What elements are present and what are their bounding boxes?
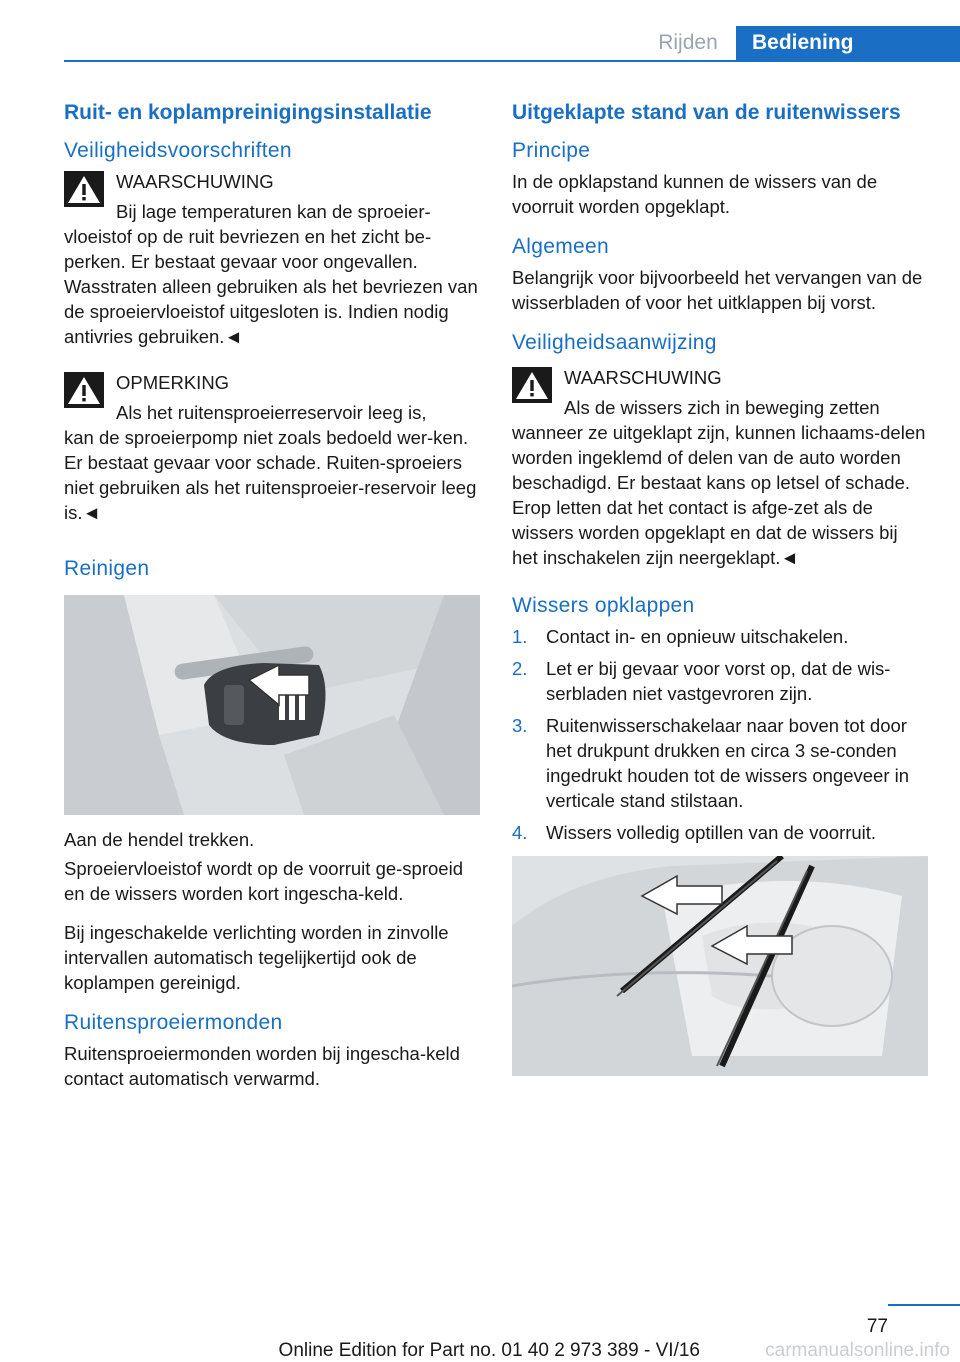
principle-text: In de opklapstand kunnen de wissers van de voorruit worden opgeklapt.: [512, 171, 878, 217]
warning-icon: [512, 367, 552, 403]
warning-text: wanneer ze uitgeklapt zijn, kunnen lichaams-delen worden ingeklemd of delen van de auto worden beschadigd. Er bestaat kans op letsel of schade. Erop letten dat het contact is afge-zet als de wissers worden opgeklapt en dat de wissers bij het inschakelen zijn neergeklapt.◄: [512, 422, 926, 568]
step-number: 1.: [512, 626, 528, 647]
header-rule: [64, 60, 960, 62]
list-item: [512, 624, 928, 649]
edition-text: Online Edition for Part no. 01 40 2 973 389 - VI/16: [278, 1340, 700, 1361]
principle-heading: Principe: [512, 139, 591, 162]
notice-lead: Als het ruitensproeierreservoir leeg is,: [116, 402, 427, 423]
warning-icon: [64, 372, 104, 408]
warning-label: WAARSCHUWING: [116, 171, 274, 192]
fold-steps: [512, 624, 928, 845]
list-item: [512, 713, 928, 813]
nozzles-text: Ruitensproeiermonden worden bij ingescha-keld contact automatisch verwarmd.: [64, 1043, 460, 1089]
nozzles-heading: Ruitensproeiermonden: [64, 1011, 283, 1034]
list-item: [512, 656, 928, 706]
safety-note-heading: Veiligheidsaanwijzing: [512, 331, 717, 354]
warning-text: vloeistof op de ruit bevriezen en het zicht be-perken. Er bestaat gevaar voor ongevallen. Wasstraten alleen gebruiken als het bevriezen van de sproeiervloeistof uitgesloten is. Indien nodig antivries gebruiken.◄: [64, 226, 478, 347]
lever-illustration: [64, 595, 480, 815]
page-number: 77: [866, 1316, 888, 1337]
watermark-text: carmanualsonline.info: [765, 1340, 950, 1361]
step-number: 2.: [512, 658, 528, 679]
notice-label: OPMERKING: [116, 372, 230, 393]
warning-block: [512, 365, 928, 570]
step-text: Let er bij gevaar voor vorst op, dat de wis-serbladen niet vastgevroren zijn.: [546, 658, 891, 704]
notice-text: kan de sproeierpomp niet zoals bedoeld wer-ken. Er bestaat gevaar voor schade. Ruiten-sproeiers niet gebruiken als het ruitensproeier-reservoir leeg is.◄: [64, 427, 477, 523]
step-text: Wissers volledig optillen van de voorruit.: [546, 822, 877, 843]
section-title: Ruit- en koplampreinigingsinstallatie: [64, 101, 432, 124]
tab-rijden[interactable]: Rijden: [658, 31, 718, 54]
instruction-headlamps: Bij ingeschakelde verlichting worden in zinvolle intervallen automatisch tegelijkertijd ook de koplampen gereinigd.: [64, 922, 449, 993]
footer-rule: [888, 1304, 960, 1306]
left-column: [64, 100, 480, 1091]
step-number: 4.: [512, 822, 528, 843]
warning-lead: Bij lage temperaturen kan de sproeier-: [116, 201, 431, 222]
step-text: Contact in- en opnieuw uitschakelen.: [546, 626, 849, 647]
page-header: [0, 0, 960, 62]
general-text: Belangrijk voor bijvoorbeeld het vervangen van de wisserbladen of voor het uitklappen bij vorst.: [512, 267, 923, 313]
cleaning-heading: Reinigen: [64, 557, 150, 580]
section-title: Uitgeklapte stand van de ruitenwissers: [512, 101, 901, 124]
safety-heading: Veiligheidsvoorschriften: [64, 139, 292, 162]
tab-bediening[interactable]: Bediening: [736, 26, 960, 62]
step-number: 3.: [512, 715, 528, 736]
wiper-figure: [512, 856, 928, 1076]
page-footer: [0, 1300, 960, 1362]
warning-block: [64, 169, 480, 349]
warning-lead: Als de wissers zich in beweging zetten: [564, 397, 880, 418]
lever-figure: [64, 595, 480, 815]
right-column: [512, 100, 928, 1076]
general-heading: Algemeen: [512, 235, 609, 258]
list-item: [512, 820, 928, 845]
fold-heading: Wissers opklappen: [512, 594, 695, 617]
notice-block: [64, 370, 480, 525]
instruction-spray: Sproeiervloeistof wordt op de voorruit ge-sproeid en de wissers worden kort ingescha-keld.: [64, 858, 463, 904]
instruction-pull: Aan de hendel trekken.: [64, 829, 255, 850]
step-text: Ruitenwisserschakelaar naar boven tot door het drukpunt drukken en circa 3 se-conden ingedrukt houden tot de wissers ongeveer in verticale stand stilstaan.: [546, 715, 910, 811]
warning-icon: [64, 171, 104, 207]
wiper-illustration: [512, 856, 928, 1076]
warning-label: WAARSCHUWING: [564, 367, 722, 388]
